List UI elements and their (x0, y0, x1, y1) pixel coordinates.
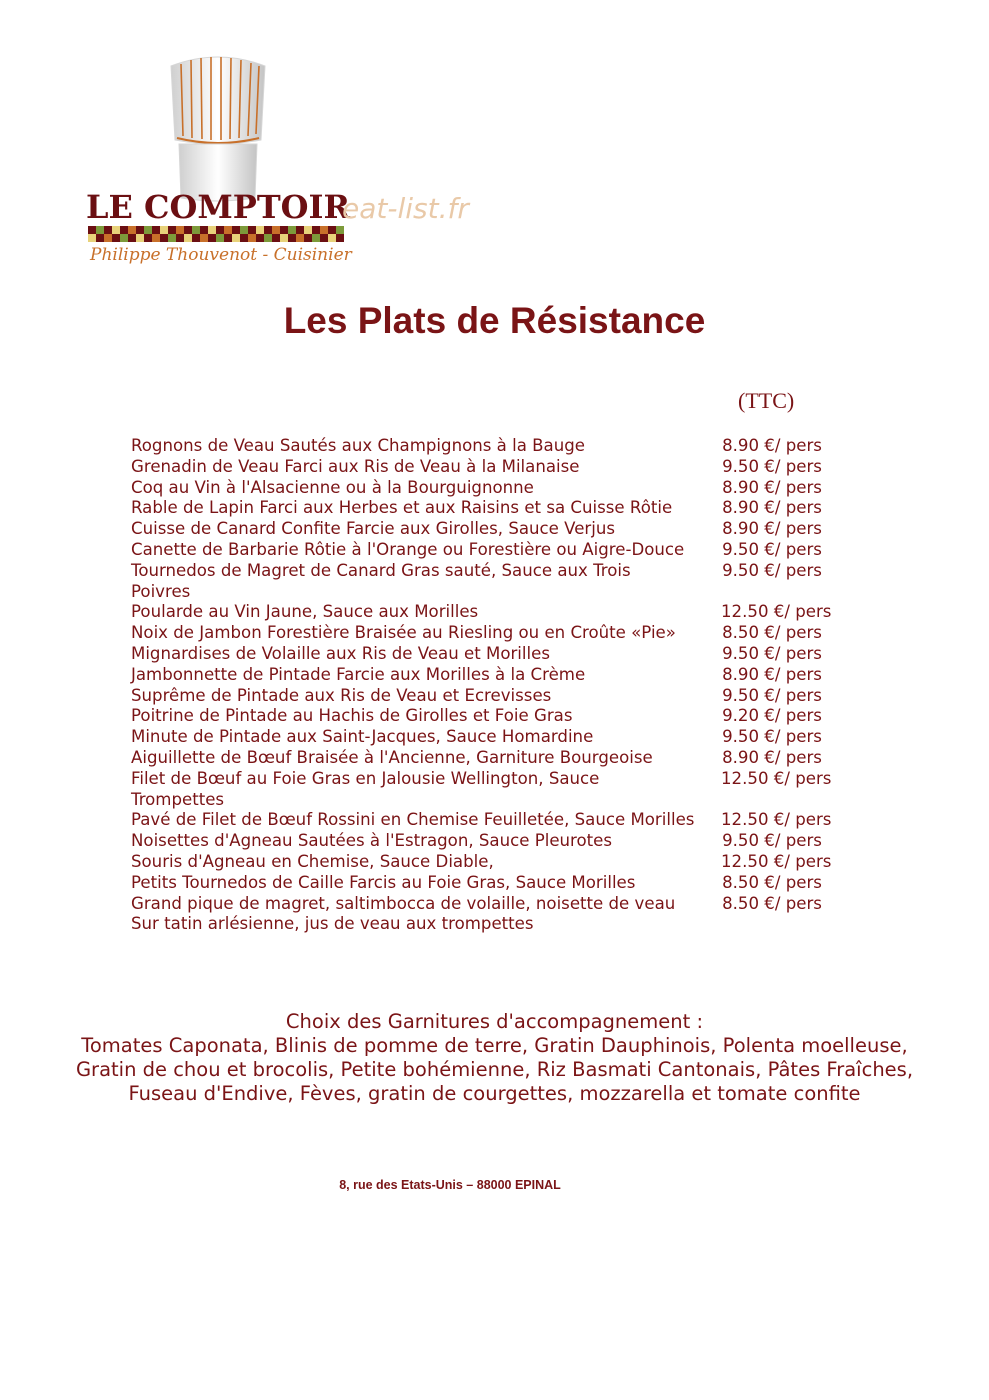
checker-square (208, 234, 216, 242)
checker-square (216, 234, 224, 242)
dish-price: 8.90 €/ pers (722, 477, 822, 497)
checker-square (96, 234, 104, 242)
checker-square (208, 226, 216, 234)
dish-price: 9.50 €/ pers (722, 727, 822, 747)
checker-square (136, 226, 144, 234)
checker-square (288, 234, 296, 242)
checker-square (176, 234, 184, 242)
dish-price: 9.50 €/ pers (722, 560, 822, 580)
dish-name (131, 873, 716, 894)
restaurant-logo (82, 40, 382, 280)
dish-name (131, 665, 716, 686)
dish-row (131, 810, 851, 831)
dish-row (131, 769, 851, 811)
dish-name (131, 478, 716, 499)
checker-square (224, 234, 232, 242)
dish-row (131, 436, 851, 457)
checker-square (120, 234, 128, 242)
dish-name-line: Cuisse de Canard Confite Farcie aux Girolles, Sauce Verjus (131, 519, 616, 539)
dish-row (131, 602, 851, 623)
dish-name-line: Grand pique de magret, saltimbocca de volaille, noisette de veau (131, 893, 676, 913)
dish-price: 8.90 €/ pers (722, 436, 822, 455)
garnitures-line: Tomates Caponata, Blinis de pomme de terre, Gratin Dauphinois, Polenta moelleuse, (81, 1034, 908, 1057)
checker-square (128, 226, 136, 234)
dish-price: 8.50 €/ pers (722, 623, 822, 643)
dish-price: 9.50 €/ pers (722, 685, 822, 705)
dish-name-line: Jambonnette de Pintade Farcie aux Morilles à la Crème (131, 664, 586, 684)
dish-name (131, 644, 716, 665)
checker-square (256, 234, 264, 242)
checker-square (240, 226, 248, 234)
page-title: Les Plats de Résistance (283, 300, 706, 341)
checker-square (152, 234, 160, 242)
dish-name (131, 810, 721, 831)
dish-name (131, 769, 721, 811)
dish-row (131, 831, 851, 852)
dish-name-line: Poularde au Vin Jaune, Sauce aux Morilles (131, 602, 479, 622)
checker-square (248, 226, 256, 234)
checker-square (136, 234, 144, 242)
dish-price: 9.20 €/ pers (722, 706, 822, 726)
checker-square (184, 226, 192, 234)
dish-name (131, 894, 716, 936)
checker-square (232, 234, 240, 242)
dish-row (131, 478, 851, 499)
dish-name (131, 706, 716, 727)
dish-name (131, 686, 716, 707)
checker-square (88, 226, 96, 234)
dish-row (131, 498, 851, 519)
dish-name-line: Rognons de Veau Sautés aux Champignons à la Bauge (131, 436, 585, 455)
dish-row (131, 644, 851, 665)
dish-name (131, 561, 716, 603)
dish-price: 12.50 €/ pers (721, 851, 832, 871)
checker-square (320, 234, 328, 242)
dish-name-line: Mignardises de Volaille aux Ris de Veau et Morilles (131, 643, 550, 663)
checker-square (176, 226, 184, 234)
dish-price: 9.50 €/ pers (722, 539, 822, 559)
dish-row (131, 873, 851, 894)
dish-price: 9.50 €/ pers (722, 643, 822, 663)
checker-square (272, 226, 280, 234)
checker-square (280, 226, 288, 234)
dish-name-line: Trompettes (131, 789, 225, 809)
checker-square (88, 234, 96, 242)
dish-price: 8.90 €/ pers (722, 519, 822, 539)
dish-row (131, 686, 851, 707)
checker-square (272, 234, 280, 242)
checker-square (160, 226, 168, 234)
checker-square (320, 226, 328, 234)
garnitures-line: Fuseau d'Endive, Fèves, gratin de courgettes, mozzarella et tomate confite (128, 1082, 861, 1105)
dish-price: 9.50 €/ pers (722, 456, 822, 476)
brand-name: LE COMPTOIR (86, 188, 351, 226)
dish-row (131, 457, 851, 478)
dish-price: 9.50 €/ pers (722, 831, 822, 851)
dish-name (131, 748, 716, 769)
price-header: (TTC) (738, 388, 795, 413)
chef-signature: Philippe Thouvenot - Cuisinier (90, 245, 352, 265)
checker-square (144, 226, 152, 234)
checker-square (192, 226, 200, 234)
address: 8, rue des Etats-Unis – 88000 EPINAL (339, 1178, 561, 1192)
dish-name (131, 498, 716, 519)
dish-row (131, 852, 851, 873)
dish-name (131, 831, 716, 852)
checker-square (312, 234, 320, 242)
checker-square (104, 234, 112, 242)
dish-name-line: Tournedos de Magret de Canard Gras sauté, Sauce aux Trois (131, 560, 631, 580)
checker-square (336, 226, 344, 234)
checker-square (144, 234, 152, 242)
checker-band (88, 226, 350, 242)
dish-name-line: Noisettes d'Agneau Sautées à l'Estragon, Sauce Pleurotes (131, 831, 613, 851)
dish-row (131, 540, 851, 561)
checker-square (96, 226, 104, 234)
checker-square (168, 234, 176, 242)
garnitures-line: Gratin de chou et brocolis, Petite bohémienne, Riz Basmati Cantonais, Pâtes Fraîches, (75, 1058, 914, 1081)
dish-row (131, 748, 851, 769)
checker-square (304, 226, 312, 234)
checker-square (120, 226, 128, 234)
dish-name-line: Grenadin de Veau Farci aux Ris de Veau à la Milanaise (131, 456, 580, 476)
dish-row (131, 665, 851, 686)
dish-name-line: Petits Tournedos de Caille Farcis au Foie Gras, Sauce Morilles (131, 872, 636, 892)
dish-name (131, 852, 721, 873)
checker-square (128, 234, 136, 242)
dish-name-line: Filet de Bœuf au Foie Gras en Jalousie Wellington, Sauce (131, 768, 600, 788)
dish-name (131, 457, 716, 478)
checker-square (328, 234, 336, 242)
dish-price: 8.50 €/ pers (722, 893, 822, 913)
dish-name-line: Coq au Vin à l'Alsacienne ou à la Bourguignonne (131, 477, 534, 497)
checker-square (296, 226, 304, 234)
dish-name-line: Rable de Lapin Farci aux Herbes et aux Raisins et sa Cuisse Rôtie (131, 498, 673, 518)
watermark: eat-list.fr (342, 192, 469, 225)
dish-price: 8.50 €/ pers (722, 872, 822, 892)
checker-square (104, 226, 112, 234)
dish-row (131, 623, 851, 644)
dish-row (131, 727, 851, 748)
checker-square (192, 234, 200, 242)
dish-name-line: Pavé de Filet de Bœuf Rossini en Chemise Feuilletée, Sauce Morilles (131, 810, 695, 830)
checker-square (264, 234, 272, 242)
checker-square (256, 226, 264, 234)
dish-name-line: Noix de Jambon Forestière Braisée au Riesling ou en Croûte «Pie» (131, 623, 676, 643)
dish-price: 8.90 €/ pers (722, 664, 822, 684)
checker-square (184, 234, 192, 242)
checker-square (240, 234, 248, 242)
dish-price: 8.90 €/ pers (722, 747, 822, 767)
checker-square (112, 226, 120, 234)
dish-name (131, 519, 716, 540)
dish-name-line: Aiguillette de Bœuf Braisée à l'Ancienne, Garniture Bourgeoise (131, 747, 653, 767)
dish-name (131, 540, 716, 561)
checker-square (200, 234, 208, 242)
checker-square (168, 226, 176, 234)
checker-square (224, 226, 232, 234)
dish-row (131, 706, 851, 727)
checker-square (200, 226, 208, 234)
dish-price: 12.50 €/ pers (721, 768, 832, 788)
dish-name (131, 602, 721, 623)
dish-price: 12.50 €/ pers (721, 810, 832, 830)
checker-square (216, 226, 224, 234)
dish-name (131, 623, 716, 644)
checker-square (280, 234, 288, 242)
checker-square (288, 226, 296, 234)
checker-square (296, 234, 304, 242)
checker-square (304, 234, 312, 242)
dish-name-line: Sur tatin arlésienne, jus de veau aux trompettes (131, 914, 534, 934)
dish-name-line: Poivres (131, 581, 191, 601)
dish-row (131, 561, 851, 603)
garnitures-title: Choix des Garnitures d'accompagnement : (285, 1010, 704, 1033)
dish-name-line: Canette de Barbarie Rôtie à l'Orange ou Forestière ou Aigre-Douce (131, 539, 685, 559)
dish-name (131, 436, 716, 457)
dish-row (131, 519, 851, 540)
checker-square (152, 226, 160, 234)
dish-price: 12.50 €/ pers (721, 602, 832, 622)
checker-square (232, 226, 240, 234)
checker-square (336, 234, 344, 242)
dish-name-line: Minute de Pintade aux Saint-Jacques, Sauce Homardine (131, 727, 594, 747)
checker-square (248, 234, 256, 242)
dish-row (131, 894, 851, 936)
dish-name-line: Suprême de Pintade aux Ris de Veau et Ecrevisses (131, 685, 552, 705)
checker-square (328, 226, 336, 234)
checker-square (312, 226, 320, 234)
dish-list (131, 436, 851, 935)
checker-square (160, 234, 168, 242)
dish-price: 8.90 €/ pers (722, 498, 822, 518)
dish-name (131, 727, 716, 748)
checker-square (112, 234, 120, 242)
dish-name-line: Souris d'Agneau en Chemise, Sauce Diable, (131, 851, 494, 871)
checker-square (264, 226, 272, 234)
dish-name-line: Poitrine de Pintade au Hachis de Girolles et Foie Gras (131, 706, 573, 726)
